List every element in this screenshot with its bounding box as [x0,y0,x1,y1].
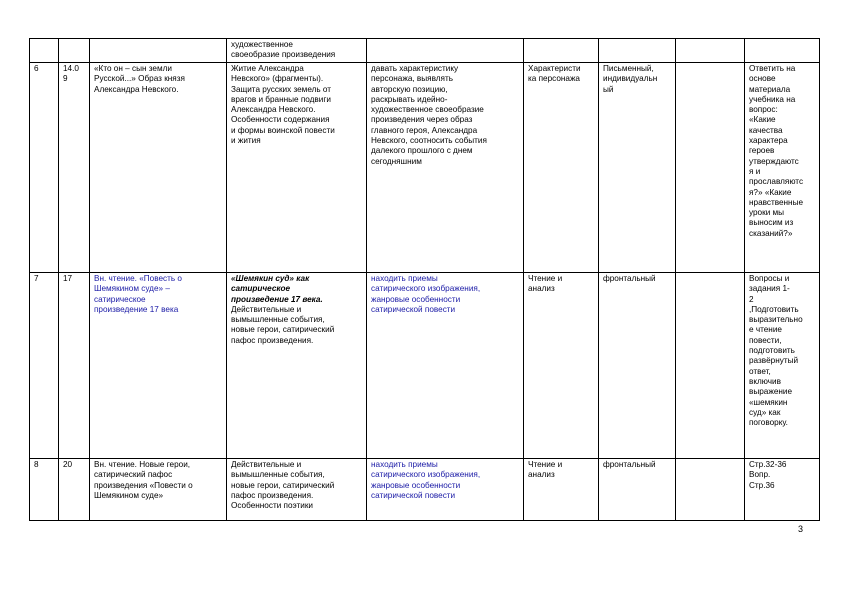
cell-result: Чтение и анализ [524,459,599,521]
cell-control: фронтальный [599,459,676,521]
cell-topic: Вн. чтение. «Повесть о Шемякином суде» – сатирическое произведение 17 века [90,273,227,459]
cell-activity [367,39,524,63]
cell-number: 7 [30,273,59,459]
cell-result: Чтение и анализ [524,273,599,459]
cell-control [599,39,676,63]
page-number: 3 [798,524,804,534]
cell-topic [90,39,227,63]
cell-number: 8 [30,459,59,521]
lesson-plan-table [29,38,820,521]
cell-activity: находить приемы сатирического изображения, жанровые особенности сатирической повести [367,459,524,521]
cell-date [59,39,90,63]
cell-date: 20 [59,459,90,521]
table-row [30,459,820,521]
cell-date: 17 [59,273,90,459]
table-row [30,39,820,63]
cell-result: Характеристи ка персонажа [524,63,599,273]
table-row [30,273,820,459]
cell-activity: находить приемы сатирического изображения, жанровые особенности сатирической повести [367,273,524,459]
cell-result [524,39,599,63]
cell-homework: Ответить на основе материала учебника на вопрос: «Какие качества характера героев утверждаютс я и прославляютс я?» «Какие нравственные уроки мы выносим из сказаний?» [745,63,820,273]
cell-homework: Стр.32-36 Вопр. Стр.36 [745,459,820,521]
cell-number [30,39,59,63]
cell-homework: Вопросы и задания 1- 2 ,Подготовить выразительно е чтение повести, подготовить развёрнутый ответ, включив выражение «шемякин суд» как поговорку. [745,273,820,459]
cell-date: 14.0 9 [59,63,90,273]
cell-empty [676,39,745,63]
cell-content: «Шемякин суд» как сатирическое произведение 17 века. Действительные и вымышленные события, новые герои, сатирический пафос произведения. [227,273,367,459]
cell-control: фронтальный [599,273,676,459]
cell-homework [745,39,820,63]
cell-control: Письменный, индивидуальн ый [599,63,676,273]
cell-empty [676,273,745,459]
cell-topic: «Кто он – сын земли Русской...» Образ князя Александра Невского. [90,63,227,273]
cell-activity: давать характеристику персонажа, выявлять авторскую позицию, раскрывать идейно- художественное своеобразие произведения через образ главного героя, Александра Невского, соотносить события далекого прошлого с днем сегодняшним [367,63,524,273]
table-row [30,63,820,273]
cell-topic: Вн. чтение. Новые герои, сатирический пафос произведения «Повести о Шемякином суде» [90,459,227,521]
cell-content: художественное своеобразие произведения [227,39,367,63]
cell-empty [676,459,745,521]
cell-content: Действительные и вымышленные события, новые герои, сатирический пафос произведения. Особенности поэтики [227,459,367,521]
cell-content: Житие Александра Невского» (фрагменты). Защита русских земель от врагов и бранные подвиги Александра Невского. Особенности содержания и формы воинской повести и жития [227,63,367,273]
cell-number: 6 [30,63,59,273]
cell-empty [676,63,745,273]
content-title: «Шемякин суд» как сатирическое произведение 17 века. [231,274,323,304]
